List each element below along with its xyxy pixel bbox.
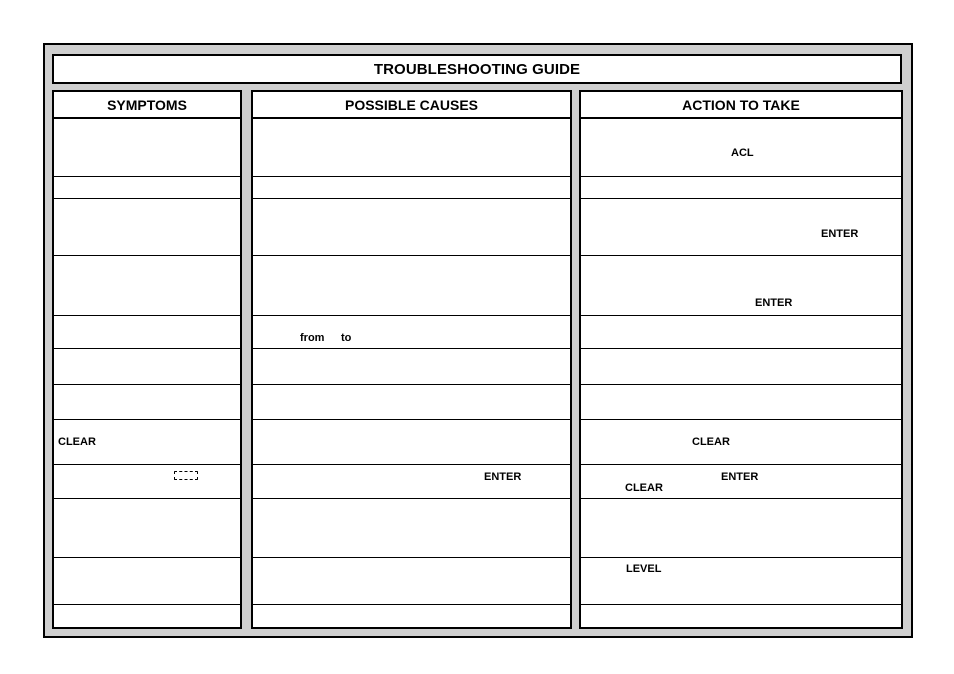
row-divider bbox=[54, 348, 240, 349]
enter-key-label: ENTER bbox=[821, 228, 859, 240]
row-divider bbox=[253, 198, 570, 199]
enter-key-label: ENTER bbox=[721, 471, 759, 483]
from-label: from bbox=[300, 332, 325, 344]
row-divider bbox=[581, 315, 901, 316]
guide-title: TROUBLESHOOTING GUIDE bbox=[52, 54, 902, 84]
row-divider bbox=[253, 348, 570, 349]
row-divider bbox=[54, 464, 240, 465]
row-divider bbox=[54, 604, 240, 605]
blank-display-icon bbox=[174, 471, 198, 480]
row-divider bbox=[54, 315, 240, 316]
row-divider bbox=[54, 498, 240, 499]
row-divider bbox=[581, 198, 901, 199]
to-label: to bbox=[341, 332, 352, 344]
row-divider bbox=[581, 384, 901, 385]
row-divider bbox=[253, 384, 570, 385]
row-divider bbox=[581, 255, 901, 256]
actions-header: ACTION TO TAKE bbox=[581, 92, 901, 119]
causes-column bbox=[251, 90, 572, 629]
row-divider bbox=[581, 348, 901, 349]
row-divider bbox=[54, 255, 240, 256]
row-divider bbox=[253, 176, 570, 177]
row-divider bbox=[54, 419, 240, 420]
clear-key-label: CLEAR bbox=[692, 436, 730, 448]
row-divider bbox=[581, 464, 901, 465]
acl-key-label: ACL bbox=[731, 147, 754, 159]
row-divider bbox=[253, 498, 570, 499]
row-divider bbox=[581, 604, 901, 605]
row-divider bbox=[253, 464, 570, 465]
row-divider bbox=[253, 557, 570, 558]
row-divider bbox=[253, 315, 570, 316]
actions-column bbox=[579, 90, 903, 629]
row-divider bbox=[54, 176, 240, 177]
row-divider bbox=[581, 557, 901, 558]
row-divider bbox=[253, 255, 570, 256]
row-divider bbox=[581, 419, 901, 420]
row-divider bbox=[253, 604, 570, 605]
symptoms-column bbox=[52, 90, 242, 629]
clear-key-label: CLEAR bbox=[58, 436, 96, 448]
enter-key-label: ENTER bbox=[484, 471, 522, 483]
symptoms-header: SYMPTOMS bbox=[54, 92, 240, 119]
row-divider bbox=[54, 384, 240, 385]
level-key-label: LEVEL bbox=[626, 563, 662, 575]
row-divider bbox=[253, 419, 570, 420]
causes-header: POSSIBLE CAUSES bbox=[253, 92, 570, 119]
enter-key-label: ENTER bbox=[755, 297, 793, 309]
row-divider bbox=[581, 498, 901, 499]
row-divider bbox=[54, 557, 240, 558]
row-divider bbox=[581, 176, 901, 177]
clear-key-label: CLEAR bbox=[625, 482, 663, 494]
row-divider bbox=[54, 198, 240, 199]
